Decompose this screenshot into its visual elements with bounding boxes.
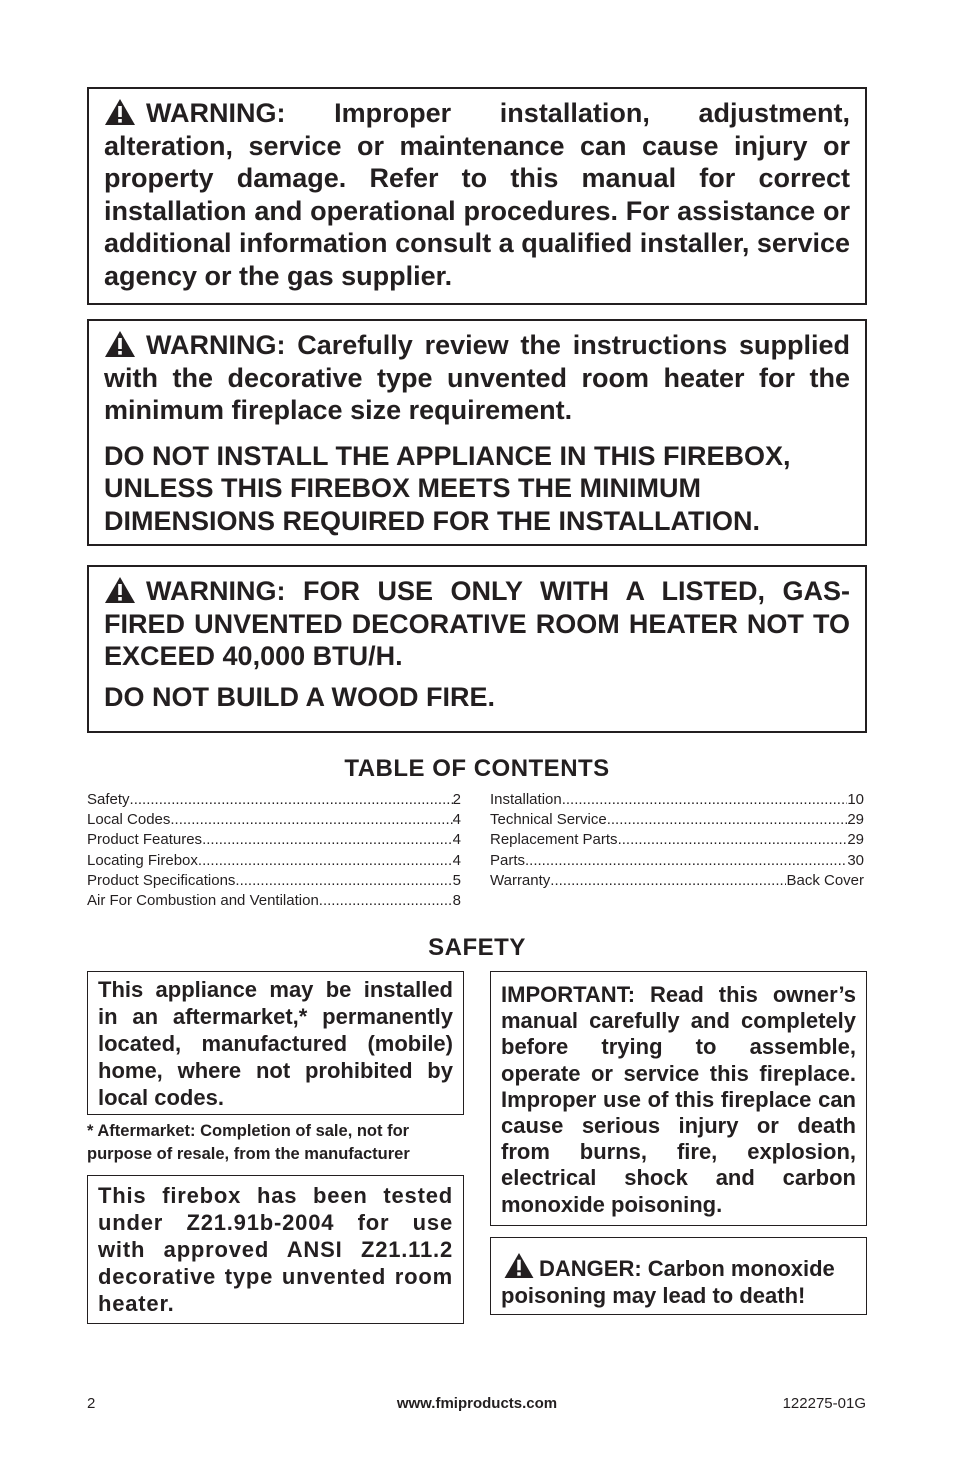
safety-box-text: This firebox has been tested under Z21.91b-2004 for use with approved ANSI Z21.11.2 decorative type unvented room heater. (98, 1183, 453, 1316)
toc-leader (618, 830, 848, 850)
toc-entry-page: 4 (452, 811, 461, 829)
toc-entry-label: Replacement Parts (490, 831, 618, 849)
warning-text-content: WARNING: Carefully review the instructions supplied with the decorative type unvented room heater for the minimum fireplace size requirement. (104, 330, 850, 425)
toc-leader (198, 851, 453, 871)
danger-box (490, 1237, 867, 1315)
toc-entry[interactable] (87, 790, 461, 810)
toc-entry[interactable] (490, 830, 864, 850)
warning-text-content: WARNING: FOR USE ONLY WITH A LISTED, GAS-FIRED UNVENTED DECORATIVE ROOM HEATER NOT TO EXCEED 40,000 BTU/H. (104, 576, 850, 671)
toc-entry-label: Locating Firebox (87, 851, 198, 869)
toc-entry-label: Product Features (87, 831, 203, 849)
safety-title: SAFETY (428, 934, 526, 961)
toc-right-column (490, 790, 864, 891)
toc-entry-page: 30 (847, 851, 864, 869)
toc-entry-page: 10 (847, 791, 864, 808)
toc-entry-page: 29 (847, 811, 864, 829)
document-code: 122275-01G (782, 1395, 866, 1412)
toc-entry-page: 29 (847, 831, 864, 849)
warning-text-content: WARNING: Improper installation, adjustment, alteration, service or maintenance can cause injury or property damage. Refer to this manual for correct installation and operational procedures. For assistance or additional information consult a qualified installer, service agency or the gas supplier. (104, 98, 850, 291)
warning-text (104, 329, 850, 427)
toc-entry[interactable] (490, 851, 864, 871)
toc-leader (525, 851, 847, 871)
toc-entry-label: Installation (490, 791, 562, 808)
toc-entry[interactable] (490, 810, 864, 830)
aftermarket-footnote: * Aftermarket: Completion of sale, not for purpose of resale, from the manufacturer (87, 1122, 410, 1163)
toc-entry-label: Safety (87, 791, 130, 808)
warning-triangle-icon (104, 98, 136, 126)
toc-leader (235, 871, 452, 891)
toc-leader (170, 810, 452, 830)
warning-box-installation (87, 87, 867, 305)
toc-entry-label: Warranty (490, 871, 551, 889)
toc-entry-label: Product Specifications (87, 871, 236, 889)
toc-entry[interactable] (490, 871, 864, 891)
toc-entry[interactable] (87, 891, 461, 911)
toc-leader (130, 790, 453, 810)
danger-text-content: DANGER: Carbon monoxide poisoning may lead to death! (501, 1256, 835, 1308)
safety-box-mobile-home (87, 971, 464, 1115)
important-box (490, 971, 867, 1226)
toc-entry-label: Technical Service (490, 811, 607, 829)
toc-leader (550, 871, 786, 891)
toc-left-column (87, 790, 461, 911)
toc-entry[interactable] (87, 830, 461, 850)
page-number: 2 (87, 1395, 96, 1412)
warning-triangle-icon (104, 330, 136, 358)
toc-entry-page: 4 (452, 831, 461, 849)
toc-leader (202, 830, 453, 850)
website-link[interactable]: www.fmiproducts.com (396, 1395, 558, 1412)
toc-leader (562, 790, 848, 810)
toc-entry-label: Local Codes (87, 811, 171, 829)
toc-entry[interactable] (87, 851, 461, 871)
important-text: IMPORTANT: Read this owner’s manual carefully and completely before trying to assemble, operate or service this fireplace. Improper use of this fireplace can cause serious injury or death from burns, fire, explosion, electrical shock and carbon monoxide poisoning. (501, 982, 856, 1217)
toc-entry-label: Air For Combustion and Ventilation (87, 892, 319, 910)
toc-entry-page: 5 (452, 871, 461, 889)
toc-entry-page: Back Cover (786, 871, 864, 889)
toc-entry-page: 4 (452, 851, 461, 869)
toc-entry-page: 2 (452, 791, 461, 808)
toc-leader (319, 891, 453, 911)
toc-entry[interactable] (490, 790, 864, 810)
safety-box-tested (87, 1175, 464, 1324)
safety-box-text: This appliance may be installed in an aftermarket,* permanently located, manufactured (mobile) home, where not prohibited by local codes. (98, 977, 453, 1110)
warning-box-listed-heater (87, 565, 867, 733)
toc-entry[interactable] (87, 871, 461, 891)
warning-text (104, 575, 850, 673)
toc-leader (607, 810, 848, 830)
warning-text (104, 97, 850, 292)
danger-text (501, 1252, 856, 1309)
warning-subtext: DO NOT INSTALL THE APPLIANCE IN THIS FIREBOX, UNLESS THIS FIREBOX MEETS THE MINIMUM DIMENSIONS REQUIRED FOR THE INSTALLATION. (104, 440, 791, 536)
toc-entry[interactable] (87, 810, 461, 830)
warning-triangle-icon (104, 576, 136, 604)
warning-box-fireplace-size (87, 319, 867, 546)
warning-subtext: DO NOT BUILD A WOOD FIRE. (104, 681, 495, 712)
warning-triangle-icon (501, 1252, 537, 1279)
toc-entry-page: 8 (452, 892, 461, 910)
toc-entry-label: Parts (490, 851, 526, 869)
toc-title: TABLE OF CONTENTS (344, 755, 610, 782)
